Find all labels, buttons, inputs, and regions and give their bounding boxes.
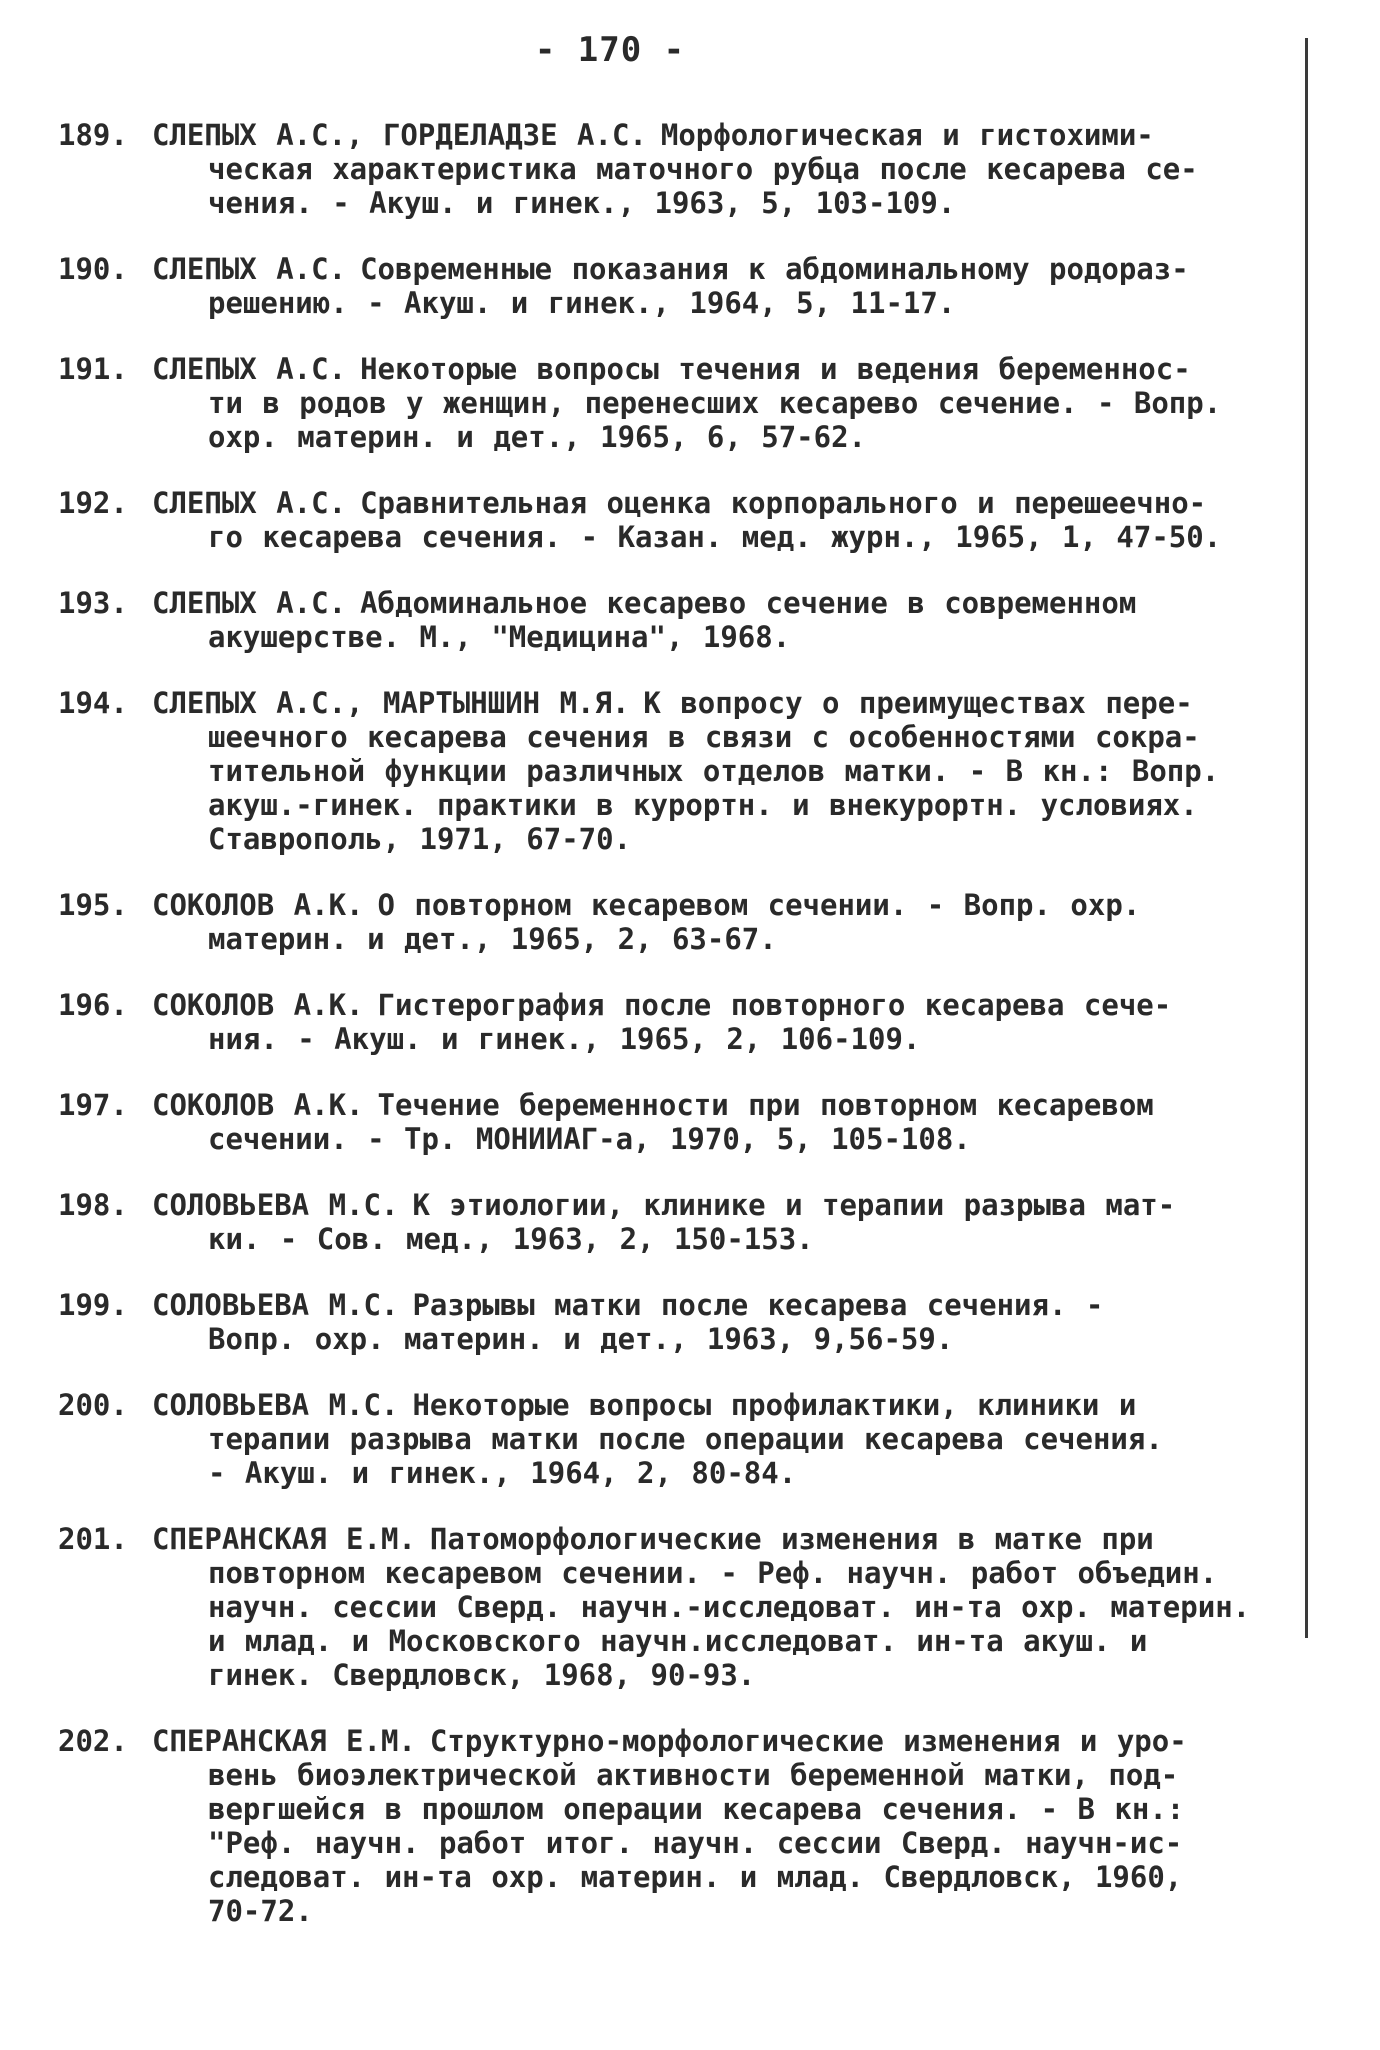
entry-text-line: следоват. ин-та охр. материн. и млад. Свердловск, 1960,: [208, 1860, 1183, 1894]
entry-text-line: решению. - Акуш. и гинек., 1964, 5, 11-17.: [208, 286, 956, 320]
bibliography-entry: [58, 686, 1288, 856]
entry-title-line: Морфологическая и гистохими-: [660, 118, 1154, 152]
bibliography-entry: [58, 1522, 1288, 1692]
entry-title-line: К вопросу о преимуществах пере-: [643, 686, 1193, 720]
entry-text-line: Ставрополь, 1971, 67-70.: [208, 822, 632, 856]
entry-title-line: Течение беременности при повторном кесаревом: [377, 1088, 1154, 1122]
entry-number: 202.: [58, 1724, 128, 1758]
entry-author: СОКОЛОВ А.К.: [152, 988, 364, 1022]
entry-first-line: [152, 1288, 1288, 1322]
entry-first-line: [152, 888, 1288, 922]
entry-text-line: гинек. Свердловск, 1968, 90-93.: [208, 1658, 756, 1692]
bibliography-entry: [58, 1288, 1288, 1356]
entry-author: СОКОЛОВ А.К.: [152, 1088, 364, 1122]
entry-title-line: Структурно-морфологические изменения и уро-: [429, 1724, 1187, 1758]
entry-title-line: Некоторые вопросы профилактики, клиники и: [412, 1388, 1137, 1422]
entry-number: 190.: [58, 252, 128, 286]
entry-first-line: [152, 1522, 1288, 1556]
entry-text-line: ки. - Сов. мед., 1963, 2, 150-153.: [208, 1222, 814, 1256]
entry-author: СПЕРАНСКАЯ Е.М.: [152, 1724, 416, 1758]
entry-text-line: ния. - Акуш. и гинек., 1965, 2, 106-109.: [208, 1022, 921, 1056]
entry-text-line: ческая характеристика маточного рубца после кесарева се-: [208, 152, 1198, 186]
entry-text-line: тительной функции различных отделов матки. - В кн.: Вопр.: [208, 754, 1220, 788]
entry-number: 192.: [58, 486, 128, 520]
entry-text-line: повторном кесаревом сечении. - Реф. научн. работ объедин.: [208, 1556, 1218, 1590]
bibliography-entry: [58, 888, 1288, 956]
entry-first-line: [152, 586, 1288, 620]
entry-first-line: [152, 352, 1288, 386]
entry-title-line: Сравнительная оценка корпорального и перешеечно-: [360, 486, 1207, 520]
bibliography-entry: [58, 486, 1288, 554]
entry-first-line: [152, 1188, 1288, 1222]
bibliography-entry: [58, 988, 1288, 1056]
entry-title-line: Гистерография после повторного кесарева сече-: [377, 988, 1172, 1022]
entry-text-line: терапии разрыва матки после операции кесарева сечения.: [208, 1422, 1163, 1456]
entry-title-line: Разрывы матки после кесарева сечения. -: [412, 1288, 1104, 1322]
entry-author: СЛЕПЫХ А.С.: [152, 352, 347, 386]
entry-number: 195.: [58, 888, 128, 922]
entry-first-line: [152, 118, 1288, 152]
entry-author: СЛЕПЫХ А.С.: [152, 586, 347, 620]
entry-first-line: [152, 1724, 1288, 1758]
bibliography-entry: [58, 252, 1288, 320]
entry-text-line: вень биоэлектрической активности беременной матки, под-: [208, 1758, 1179, 1792]
entry-text-line: акуш.-гинек. практики в курортн. и внекурортн. условиях.: [208, 788, 1198, 822]
entry-title-line: Патоморфологические изменения в матке при: [429, 1522, 1154, 1556]
entry-text-line: го кесарева сечения. - Казан. мед. журн., 1965, 1, 47-50.: [208, 520, 1222, 554]
page-edge-line: [1305, 38, 1308, 1638]
entry-number: 199.: [58, 1288, 128, 1322]
entry-author: СОКОЛОВ А.К.: [152, 888, 364, 922]
entry-first-line: [152, 1388, 1288, 1422]
entry-number: 198.: [58, 1188, 128, 1222]
entry-author: СЛЕПЫХ А.С.: [152, 252, 347, 286]
entry-first-line: [152, 486, 1288, 520]
entry-text-line: - Акуш. и гинек., 1964, 2, 80-84.: [208, 1456, 797, 1490]
entry-title-line: Некоторые вопросы течения и ведения беременнос-: [360, 352, 1191, 386]
entry-text-line: охр. материн. и дет., 1965, 6, 57-62.: [208, 420, 867, 454]
bibliography-entry: [58, 118, 1288, 220]
entry-text-line: научн. сессии Сверд. научн.-исследоват. ин-та охр. материн.: [208, 1590, 1251, 1624]
bibliography-entry: [58, 1088, 1288, 1156]
entry-number: 191.: [58, 352, 128, 386]
entry-author: СПЕРАНСКАЯ Е.М.: [152, 1522, 416, 1556]
entry-number: 194.: [58, 686, 128, 720]
entry-title-line: Абдоминальное кесарево сечение в современном: [360, 586, 1137, 620]
entry-number: 200.: [58, 1388, 128, 1422]
entry-number: 196.: [58, 988, 128, 1022]
entry-text-line: 70-72.: [208, 1894, 313, 1928]
bibliography-entry: [58, 1188, 1288, 1256]
entry-first-line: [152, 252, 1288, 286]
entry-number: 189.: [58, 118, 128, 152]
entry-text-line: и млад. и Московского научн.исследоват. ин-та акуш. и: [208, 1624, 1148, 1658]
entry-title-line: Современные показания к абдоминальному родораз-: [360, 252, 1189, 286]
entry-text-line: чения. - Акуш. и гинек., 1963, 5, 103-109.: [208, 186, 956, 220]
entry-author: СЛЕПЫХ А.С.: [152, 486, 347, 520]
entry-author: СЛЕПЫХ А.С., МАРТЫНШИН М.Я.: [152, 686, 630, 720]
entry-first-line: [152, 686, 1288, 720]
entry-text-line: Вопр. охр. материн. и дет., 1963, 9,56-59.: [208, 1322, 954, 1356]
entry-first-line: [152, 1088, 1288, 1122]
entry-text-line: акушерстве. М., "Медицина", 1968.: [208, 620, 791, 654]
entry-text-line: ти в родов у женщин, перенесших кесарево сечение. - Вопр.: [208, 386, 1222, 420]
entry-author: СОЛОВЬЕВА М.С.: [152, 1388, 399, 1422]
entry-title-line: К этиологии, клинике и терапии разрыва мат-: [412, 1188, 1176, 1222]
entry-text-line: "Реф. научн. работ итог. научн. сессии Сверд. научн-ис-: [208, 1826, 1183, 1860]
entry-text-line: сечении. - Тр. МОНИИАГ-а, 1970, 5, 105-108.: [208, 1122, 971, 1156]
bibliography-list: [58, 118, 1288, 1960]
bibliography-entry: [58, 1724, 1288, 1928]
bibliography-entry: [58, 352, 1288, 454]
entry-text-line: шеечного кесарева сечения в связи с особенностями сокра-: [208, 720, 1200, 754]
bibliography-entry: [58, 1388, 1288, 1490]
entry-text-line: материн. и дет., 1965, 2, 63-67.: [208, 922, 777, 956]
entry-text-line: вергшейся в прошлом операции кесарева сечения. - В кн.:: [208, 1792, 1185, 1826]
entry-first-line: [152, 988, 1288, 1022]
page-number: - 170 -: [534, 30, 686, 70]
bibliography-entry: [58, 586, 1288, 654]
entry-title-line: О повторном кесаревом сечении. - Вопр. охр.: [377, 888, 1141, 922]
entry-author: СОЛОВЬЕВА М.С.: [152, 1288, 399, 1322]
entry-number: 201.: [58, 1522, 128, 1556]
entry-number: 193.: [58, 586, 128, 620]
entry-author: СОЛОВЬЕВА М.С.: [152, 1188, 399, 1222]
entry-author: СЛЕПЫХ А.С., ГОРДЕЛАДЗЕ А.С.: [152, 118, 647, 152]
entry-number: 197.: [58, 1088, 128, 1122]
